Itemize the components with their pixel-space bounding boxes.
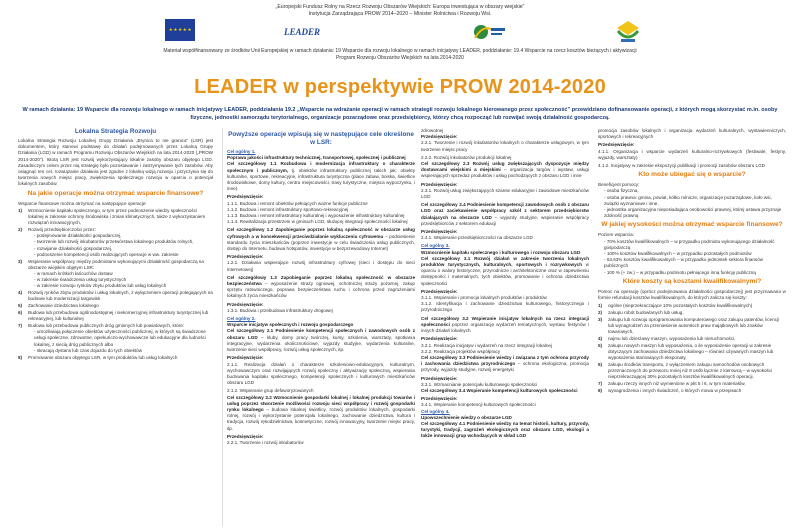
goal-1-1-title: Cel szczegółowy 1.1 Rozbudowa i modernizacja infrastruktury o charakterze społecznym i publicznym,	[227, 161, 415, 173]
przedsiewziecie-label: Przedsięwzięcie:	[421, 375, 458, 381]
eligible-costs-lead: Pomoc na operację (oprócz podejmowania działalności gospodarczej) jest przyznawana w formie refundacji kosztów kwalifikowalnych, do których zalicza się koszty:	[598, 288, 786, 301]
przed-2-2-1: 2.2.1. Tworzenie i rozwój inkubatorów lokalnych o charakterze usługowym, w tym tworzenie miejsc pracy	[421, 140, 589, 152]
leader-logo	[282, 19, 322, 45]
sublist-item: - w zakresie świadczenia usług turystycznych	[34, 277, 213, 283]
cost-item-1: 1) ogólne (nieprzekraczające 10% pozostałych kosztów kwalifikowalnych)	[598, 303, 786, 309]
sublist-item: - podnoszenie kompetencji osób realizujących operacje w ww. zakresie	[34, 252, 213, 258]
beneficiary-item: - osoba fizyczna,	[604, 188, 786, 194]
przed-4-1-2: 4.1.2. Inicjatywy w zakresie ekspozycji publikacji i promocji zasobów obszaru LGD	[598, 163, 765, 169]
operation-text: Zachowanie dziedzictwa lokalnego	[28, 303, 99, 309]
goal-3-3	[421, 355, 589, 374]
prow-logo	[612, 19, 644, 45]
sublist-item: - rozwijanie działalności gospodarczej,	[34, 246, 213, 252]
goal-1-3	[227, 275, 415, 300]
operations-list	[18, 208, 213, 361]
goal-4-label: Cel ogólny 4.	[421, 408, 450, 414]
operations-lead: Wsparcie finansowe można otrzymać na następujące operacje:	[18, 200, 147, 206]
goal-2-4-text: – wyjazdy studyjne, wspieranie współpracy przedsiębiorców z sektorem edukacji	[421, 214, 589, 226]
przed-2-4-1: 2.4.1. Wspieranie przedsiębiorczości na obszarze LGD	[421, 235, 533, 241]
operation-sublist	[28, 329, 213, 354]
goal-3-4-title: Cel szczegółowy 3.4 Wspieranie kompetencji kulturowych społeczności	[421, 387, 578, 393]
column-4	[598, 128, 786, 526]
przed-3-1-1: 3.1.1. Wspieranie i promocja lokalnych produktów i produktów	[421, 295, 547, 301]
tagline-line-2: Instytucja Zarządzająca PROW 2014–2020 – Minister Rolnictwa i Rozwoju Wsi.	[308, 10, 492, 17]
przed-1-1-1: 1.1.1. Budowa i remont obiektów pełniących ważne funkcje publiczne	[227, 200, 368, 206]
goal-3-label: Cel ogólny 3.	[421, 243, 450, 249]
lsr-heading: Lokalna Strategia Rozwoju	[74, 128, 157, 135]
goal-3-1-text: w oparciu o walory historyczne, przyrodnicze i architektoniczne oraz w zapewnieniu dostępności i materialnych, tych obiektów, promowanie i ochrona dziedzictwa społeczności	[421, 262, 589, 286]
continued-word: zdrowotnej	[421, 128, 444, 133]
przedsiewziecie-label: Przedsięwzięcie:	[227, 433, 264, 439]
goal-3-3-text: – ochrona ekologiczna, promocja przyrody, wyjazdy studyjne, rozwój energetyki	[421, 361, 589, 373]
header-tagline	[0, 4, 800, 17]
goal-1-3-title: Cel szczegółowy 1.3 Zapobieganie poprzez lokalną społeczność w obszarze bezpieczeństwa	[227, 274, 415, 287]
operation-item-3	[18, 259, 213, 290]
cost-item-6: 6) zakupu środków transportu, z wyłączeniem zakupu samochodów osobowych przeznaczonych do przewozu mniej niż 8 osób łącznie z kierowcą – w wysokości nieprzekraczającej 30% pozostałych kosztów kwalifikowalnych operacji,	[598, 362, 786, 381]
przed-4-1-1: 4.1.1. Organizacja i wsparcie wydarzeń kulturalno-rozrywkowych (festiwale, festyny, wyjazdy, warsztaty)	[598, 148, 786, 160]
operation-item-4	[18, 290, 213, 302]
lsr-paragraph: Lokalna Strategia Rozwoju Lokalnej Grupy Działania „Brynica to nie granica” (LSR) jest dokumentem, który stanowi podstawę do działań podejmowanych przez Lokalną Grupę Działania (LGD) w ramach Programu Rozwoju Obszarów Wiejskich na lata 2014-2020 („PROW 2014-2020”). Istotą LSR jest rozwój wykorzystujący lokalne zasoby obszaru objętego LGD. Zasadniczym celem przez nią strategię było pozostawanie i zatrzymywanie tych zasobów. Aby osiągnąć ten cel, rozwiązanie działania jest zgodne z lokalną wizją rozwoju i przyczynia się do tworzenia nowych miejsc pracy, zwiększenia społecznego rozwoju w oparciu o potencjał lokalnych zasobów.	[18, 138, 213, 187]
goal-2-4	[421, 202, 589, 227]
operation-item-1	[18, 208, 213, 227]
goal-3-1	[421, 256, 589, 287]
beneficiaries-lead: Beneficjent pomocy:	[598, 182, 640, 188]
goal-2-2-title: Cel szczegółowy 2.2 Wzmocnienie gospodarki lokalnej i lokalnej produkcji towarów i usług poprzez stworzenie możliwości rozwoju sieci współpracy i rozwój gospodarki rynku lokalnego	[227, 394, 415, 412]
sublist-item: - tworzenie lub rozwój inkubatorów przetwórstwa lokalnego produktów rolnych,	[34, 239, 213, 245]
operation-item-5	[18, 303, 213, 309]
column-3	[421, 128, 589, 526]
beneficiary-item: - osoba prawna: gmina, powiat, kółko rolnicze, organizacje pozarządowe, koło wsi, związki wyznaniowe i inne,	[604, 195, 786, 207]
przedsiewziecie-label: Przedsięwzięcie:	[421, 134, 458, 140]
goal-2-3	[421, 161, 589, 180]
ksow-logo-graphic	[471, 20, 507, 44]
przedsiewziecie-label: Przedsięwzięcie:	[227, 301, 264, 307]
operation-item-2	[18, 227, 213, 258]
goal-1-label: Cel ogólny 1.	[227, 149, 256, 154]
leader-logo-text: LEADER	[283, 27, 320, 37]
goal-1-2-text: – podniesienie standardu życia mieszkańców (poprzez inwestycje w celu świadczenia usług publicznych, dostęp do Internetu, budowa hotspotów, inwestycje w bezprzewodowy Internet)	[227, 233, 415, 252]
goal-4-title: Upowszechnienie wiedzy o obszarze LGD	[421, 414, 512, 420]
przed-3-2-2: 3.2.2. Realizacja projektów współpracy	[421, 348, 501, 354]
eu-flag-stars: ★ ★ ★ ★ ★	[168, 27, 192, 32]
column-2	[222, 128, 415, 526]
operation-item-7	[18, 323, 213, 354]
goal-4-1-text: promocja zasobów lokalnych i organizacja wydarzeń kulturalnych, wystawienniczych, sportowych i rekreacyjnych	[598, 128, 786, 140]
eu-flag-logo	[165, 19, 195, 41]
goal-2-title: Wsparcie inicjatyw społecznych i rozwoju gospodarczego	[227, 322, 354, 328]
przedsiewziecie-label: Przedsięwzięcie:	[421, 288, 458, 294]
przedsiewziecie-label: Przedsięwzięcie:	[421, 336, 458, 342]
operation-text: Promowanie obszaru objętego LSR, w tym produktów lub usług lokalnych	[28, 354, 178, 360]
przedsiewziecie-label: Przedsięwzięcie:	[227, 355, 264, 361]
cost-item-2: 2) zakupu robót budowlanych lub usług,	[598, 310, 786, 316]
intro-paragraph: W ramach działania: 19 Wsparcie dla rozwoju lokalnego w ramach inicjatywy LEADER, poddziałania 19.2 „Wsparcie na wdrażanie operacji w ramach strategii rozwoju lokalnego kierowanego przez społeczność” przewidziano dofinansowanie operacji, z których mogą skorzystać m.in. osoby fizyczne, jednostki samorządu terytorialnego, organizacje pozarządowe oraz przedsiębiorcy, którzy chcą rozpocząć lub rozwijać swoją działalność gospodarczą.	[22, 107, 778, 121]
goal-2-3-title: Cel szczegółowy 2.3 Rozwój usług zwiększających dyspozycje między dostawcami wiejskimi a miejskimi	[421, 161, 589, 173]
subtext-line-1: Materiał współfinansowany ze środków Unii Europejskiej w ramach działania: 19 Wsparcie dla rozwoju lokalnego w ramach inicjatywy LEADER, poddziałanie: 19.4 Wsparcie na rzecz kosztów bieżących i aktywizacji	[163, 48, 637, 54]
beneficiary-item: - jednostka organizacyjna nieposiadająca osobowości prawnej, której ustawa przyznaje zdolność prawną	[604, 207, 786, 219]
operation-item-8	[18, 355, 213, 361]
przedsiewziecie-label: Przedsięwzięcie:	[421, 229, 458, 235]
przedsiewziecie-label: Przedsięwzięcie:	[598, 142, 635, 148]
przed-3-3-1: 3.3.1. Wzmacnianie potencjału kulturowego społeczności	[421, 381, 538, 387]
operation-item-6	[18, 310, 213, 322]
operation-text: Rozwój przedsiębiorczości przez:	[28, 227, 96, 233]
przed-3-1-2: 3.1.2. Identyfikacja i zachowanie dziedzictwa kulturowego, historycznego i przyrodniczego	[421, 301, 589, 313]
przed-1-1-3: 1.1.3. Budowa i remont infrastruktury kulturalnej i wyposażenie infrastruktury kulturalnej	[227, 213, 405, 219]
przed-3-4-1: 3.4.1. Wspieranie kompetencji kulturowych społeczności	[421, 402, 536, 408]
beneficiaries-list	[598, 188, 786, 219]
eligible-costs-list	[598, 303, 786, 394]
przedsiewziecie-label: Przedsięwzięcie:	[227, 194, 264, 200]
beneficiaries-heading: Kto może ubiegać się o wsparcie?	[638, 171, 746, 179]
przed-1-2-1: 1.2.1. Działania wspierające rozwój infrastruktury cyfrowej (sieci i dostępu do sieci internetowej)	[227, 260, 415, 272]
ksow-logo	[470, 19, 508, 45]
przed-1-3-1: 1.3.1. Budowa i przebudowa infrastruktury drogowej	[227, 307, 333, 313]
page-title: LEADER w perspektywie PROW 2014-2020	[194, 76, 606, 98]
cost-item-3: 3) zakupu lub rozwoju oprogramowania komputerowego oraz zakupu patentów, licencji lub wynagrodzeń za przeniesienie autorskich praw majątkowych lub znaków towarowych,	[598, 317, 786, 336]
funding-level-lead: Poziom wsparcia:	[598, 232, 634, 238]
przed-1-1-2: 1.1.2. Budowa i remont infrastruktury sportowo-rekreacyjnej	[227, 206, 349, 212]
przed-3-2-1: 3.2.1. Realizacja inicjatyw i wydarzeń na rzecz integracji lokalnej	[421, 342, 552, 348]
goal-1-1-text: tj. obiektów infrastruktury publicznej takich jak: obiekty kulturalne, sportowe, rekreacyjne, infrastruktura turystyczna (place zabaw, boiska, świetlice środowiskowe, domy kultury, centra miejscowości, trasy turystyczne, miejsca wypoczynku, i inne).	[227, 167, 415, 192]
przed-2-3-1: 2.3.1. Rozwój usług zwiększających szanse edukacyjne i zawodowe mieszkańców LGD	[421, 187, 589, 200]
goal-1-2	[227, 227, 415, 252]
przedsiewziecie-label: Przedsięwzięcie:	[421, 396, 458, 402]
goal-2-1	[227, 328, 415, 353]
goal-1-3-text: – wyposażenie straży ogniowej, ochotniczej straży pożarnej, zakup sprzętu ratowniczego, poprawa bezpieczeństwa ruchu i ochrona przed zagrożeniami lokalnych życia mieszkańców	[227, 281, 415, 299]
funding-level-item: - 100% kosztów kwalifikowalnych – w przypadku pozostałych podmiotów	[604, 251, 786, 257]
goal-3-title: Wzmocnienie kapitału społecznego i kulturowego i rozwoju obszaru LGD	[421, 249, 581, 255]
goal-2-1-text: – kluby, domy pracy twórczej, kursy, szkolenia, warsztaty, spotkania integracyjne, wydarzenia okolicznościowe, wyjazdy studyjne, wydarzenia kulturalne, tworzenie sieci współpracy, rozwój usług społecznych, itp.	[227, 334, 415, 353]
goal-1-2-title: Cel szczegółowy 1.2 Zapobieganie poprzez lokalną społeczność w obszarze usług cyfrowych a w konsekwencji przeciwdziałanie wykluczeniu cyfrowemu	[227, 227, 415, 239]
goal-3-2-title: Cel szczegółowy 3.2 Wspieranie inicjatyw lokalnych na rzecz integracji społeczności	[421, 315, 589, 327]
operations-heading: Na jakie operacje można otrzymać wsparcie finansowe?	[27, 189, 204, 197]
przedsiewziecie-label: Przedsięwzięcie:	[227, 254, 264, 260]
cost-item-8: 8) wynagrodzenia i innych świadczeń, o których mowa w przepisach	[598, 388, 786, 394]
goal-1-1	[227, 161, 415, 192]
funding-level-heading: W jakiej wysokości można otrzymać wsparcie finansowe?	[601, 221, 783, 229]
goal-3-2	[421, 316, 589, 335]
goal-3-3-title: Cel szczegółowy 3.3 Podniesienie wiedzy i związana z tym ochrona przyrody i zachowania dziedzictwa przyrodniczego	[421, 354, 589, 367]
eligible-costs-heading: Które koszty są kosztami kwalifikowalnymi?	[622, 277, 762, 285]
przedsiewziecie-label: Przedsięwzięcie:	[421, 181, 458, 187]
sublist-item: - skracają dystans lub czas dojazdu do tych obiektów	[34, 348, 213, 354]
subtext-line-2: Program Rozwoju Obszarów Wiejskich na lata 2014-2020	[336, 54, 464, 61]
goal-2-2-text: – budowa lokalnej świetlicy, rozwój produktów lokalnych, gospodarki rolnej, rozwój i wykorzystanie potencjału lokalnego, zachowanie dziedzictwa, kultura i tradycja, rozwój rękodzielnictwa, kosmetyczne, rozwój innowacyjny, tworzenie miejsc pracy, itp.	[227, 406, 415, 431]
sublist-item: - umożliwiają połączenie obiektów użyteczności publicznej, w których są świadczone usługi społeczne, zdrowotne, opiekuńczo-wychowawcze lub edukacyjne dla ludności lokalnej, z siecią dróg publicznych albo	[34, 329, 213, 348]
sublist-item: - podejmowanie działalności gospodarczej,	[34, 233, 213, 239]
operation-text: Wzmocnienie kapitału społecznego, w tym przez podnoszenie wiedzy społeczności lokalnej w zakresie ochrony środowiska i zmian klimatycznych, także z wykorzystaniem rozwiązań innowacyjnych,	[28, 207, 206, 226]
operation-text: Rozwój rynków zbytu produktów i usług lokalnych, z wyłączeniem operacji polegających na budowie lub modernizacji targowisk	[28, 290, 213, 302]
header-subtext	[0, 48, 800, 61]
przed-2-2-2: 2.2.2. Rozwój inkubatorów produkcji lokalnej	[421, 154, 512, 160]
przed-2-2-1: 2.2.1. Tworzenie i rozwój inkubatorów	[227, 439, 304, 445]
przed-2-1-1: 2.1.1. Realizacja działań o charakterze szkoleniowo-edukacyjnym, kulturalnym, wychowawczym oraz rozwijających rozwój społeczny i aktywizację społeczną, wspierania budowania kapitału społecznego, kompetencji społecznych i kulturowych mieszkańców obszaru LGD	[227, 361, 415, 386]
tagline-line-1: „Europejski Fundusz Rolny na Rzecz Rozwoju Obszarów Wiejskich: Europa inwestująca w obszary wiejskie”	[275, 4, 525, 10]
cost-item-7: 7) zakupu rzeczy innych niż wymienione w pkt 5 i 6, w tym materiałów,	[598, 381, 786, 387]
goal-2-4-title: Cel szczegółowy 2.4 Podniesienie kompetencji zawodowych osób z obszaru LGD oraz zaciekawienie współpracy szkół z sektorem przedsiębiorstw działających na obszarze LGD	[421, 202, 589, 220]
przed-2-1-2: 2.1.2. Wspieranie grup defaworyzowanych	[227, 388, 314, 394]
goal-2-2	[227, 395, 415, 432]
goal-3-2-text: poprzez organizację wydarzeń tematycznych, wystaw, festynów i innych działań lokalnych	[421, 321, 589, 334]
sublist-item: - w zakresie rozwoju rynków zbytu produktów lub usług lokalnych	[34, 283, 213, 289]
operation-sublist	[28, 233, 213, 258]
goal-1-title: Poprawa jakości infrastruktury technicznej, transportowej, społecznej i publicznej	[227, 155, 406, 161]
goal-2-label: Cel ogólny 2.	[227, 316, 256, 322]
column-1	[18, 128, 213, 526]
operation-sublist	[28, 271, 213, 290]
goal-2-3-text: – organizacja targów i wystaw, usługi wspierających sprzedaż produktów i usług pochodzących z obszaru LGD i inne	[421, 167, 589, 179]
goal-2-1-title: Cel szczegółowy 2.1 Podniesienie kompetencji społecznych i zawodowych osób z obszaru LGD	[227, 328, 415, 340]
funding-level-item: - 100 % (+ zw.) – w przypadku podmiotu pełniącego inną funkcję publiczną	[604, 270, 786, 276]
funding-level-item: - 70% kosztów kwalifikowalnych – w przypadku podmiotu wykonującego działalność gospodarczą	[604, 239, 786, 251]
sublist-item: - w ramach krótkich łańcuchów dostaw	[34, 271, 213, 277]
operation-text: Budowa lub przebudowa publicznych dróg gminnych lub powiatowych, które:	[28, 323, 185, 329]
cost-item-4: 4) najmu lub dzierżawy maszyn, wyposażenia lub nieruchomości,	[598, 336, 786, 342]
goals-heading: Powyższe operacje wpisują się w następujące cele określone w LSR:	[228, 131, 414, 146]
goal-4-1-title: Cel szczegółowy 4.1 Podniesienie wiedzy na temat historii, kultury, przyrody, turystyki, tradycji, zagrożeń ekologicznych oraz obszaru LGD, ekologii a także innowacji grup wchodzących w skład LGD	[421, 420, 589, 439]
przed-1-1-4: 1.1.4. Rewitalizacja przestrzeni w gminach LGD, służącej integracji społeczności lokalnej	[227, 219, 408, 225]
goal-3-1-title: Cel szczegółowy 3.1 Rozwój działań w zakresie tworzenia lokalnych produktów turystycznych, kulturalnych, sportowych i rozrywkowych	[421, 255, 589, 268]
funding-level-list	[598, 239, 786, 276]
funding-level-item: - 63,63% kosztów kwalifikowalnych – w przypadku jednostek sektora finansów publicznych	[604, 257, 786, 269]
operation-text: Budowa lub przebudowa ogólnodostępnej i niekomercyjnej infrastruktury turystycznej lub rekreacyjnej, lub kulturalnej	[28, 310, 209, 322]
prow-logo-graphic	[613, 19, 643, 45]
operation-text: Wspieranie współpracy między podmiotami wykonującymi działalność gospodarczą na obszarze wiejskim objętym LSR:	[28, 258, 204, 270]
cost-item-5: 5) zakupu nowych maszyn lub wyposażenia, o ile wyposażenie operacji w zakresie dotyczącym zachowania dziedzictwa lokalnego – również używanych maszyn lub wyposażenia stanowiących eksponaty,	[598, 343, 786, 362]
